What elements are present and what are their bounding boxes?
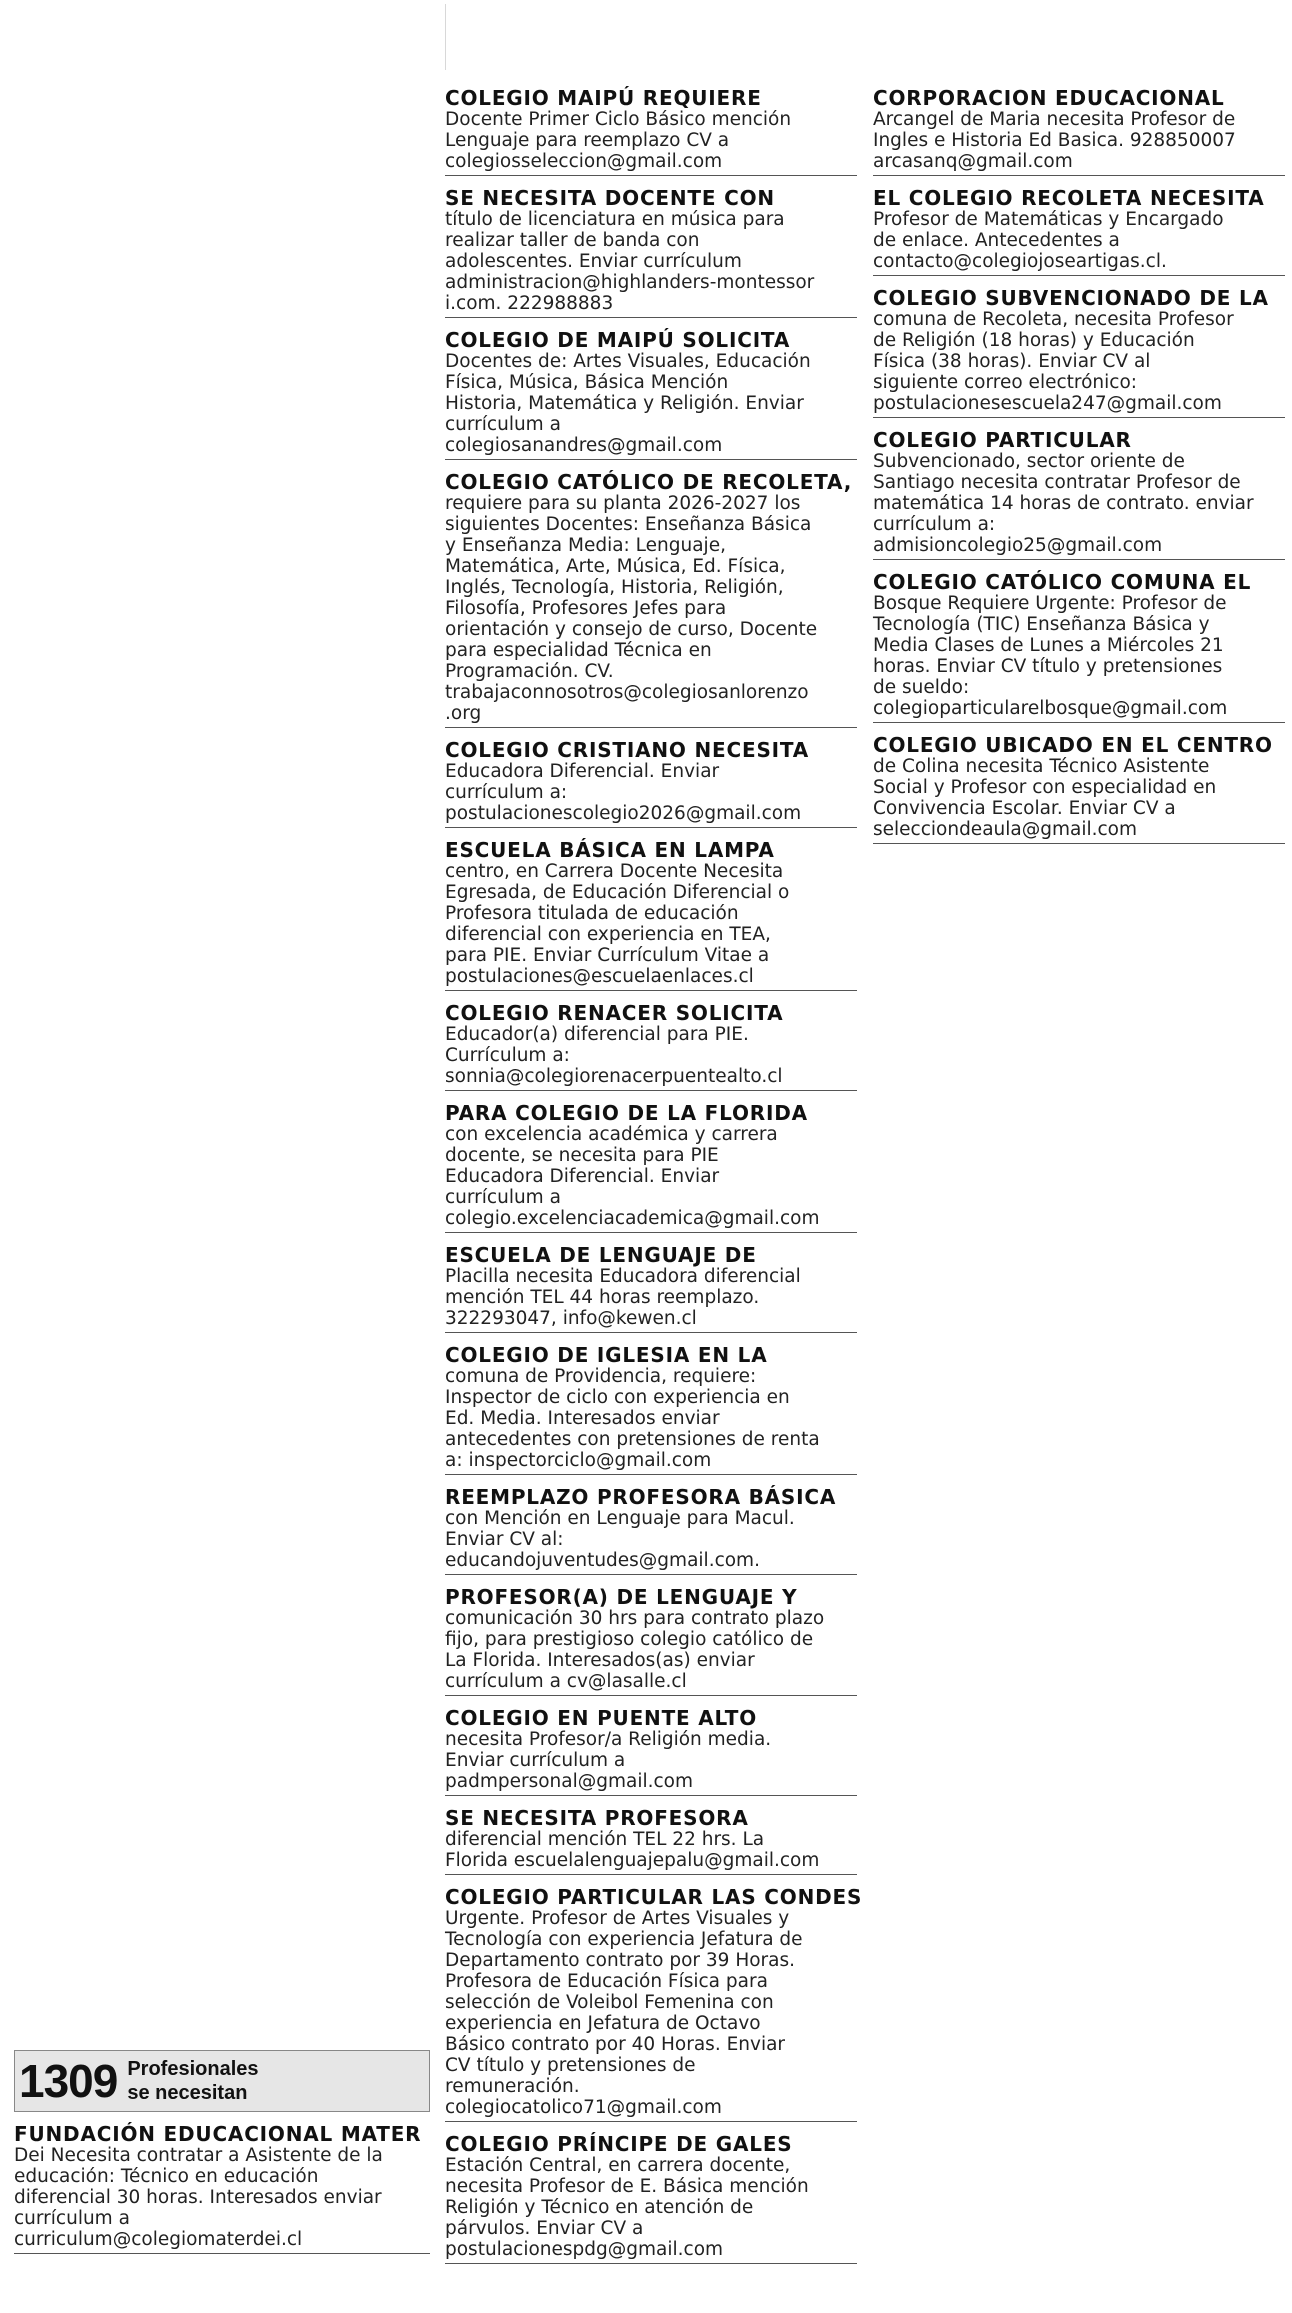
ad-title: ESCUELA BÁSICA EN LAMPA [445, 838, 775, 862]
classified-ad [873, 735, 1285, 844]
classified-ad [873, 288, 1285, 418]
ad-title: SE NECESITA PROFESORA [445, 1806, 749, 1830]
classified-ad [445, 188, 857, 318]
ad-body: Subvencionado, sector oriente de Santiago necesita contratar Profesor de matemática 14 horas de contrato. enviar currículum a: admisioncolegio25@gmail.com [873, 451, 1254, 556]
ad-body: Educadora Diferencial. Enviar currículum a: postulacionescolegio2026@gmail.com [445, 761, 802, 824]
classified-ad [873, 188, 1285, 276]
ad-body: Arcangel de Maria necesita Profesor de Ingles e Historia Ed Basica. 928850007 arcasanq@gmail.com [873, 109, 1236, 172]
ad-title: EL COLEGIO RECOLETA NECESITA [873, 186, 1265, 210]
ad-body: comunicación 30 hrs para contrato plazo fijo, para prestigioso colegio católico de La Florida. Interesados(as) enviar currículum a cv@lasalle.cl [445, 1608, 825, 1692]
ad-title: COLEGIO EN PUENTE ALTO [445, 1706, 757, 1730]
section-header [14, 2050, 430, 2112]
classified-ad [445, 1808, 857, 1875]
ad-body: de Colina necesita Técnico Asistente Social y Profesor con especialidad en Convivencia Escolar. Enviar CV a selecciondeaula@gmail.com [873, 756, 1217, 840]
classified-ad [445, 1708, 857, 1796]
ad-title: COLEGIO SUBVENCIONADO DE LA [873, 286, 1269, 310]
column-right [873, 88, 1285, 856]
ad-title: REEMPLAZO PROFESORA BÁSICA [445, 1485, 837, 1509]
ad-title: COLEGIO PRÍNCIPE DE GALES [445, 2132, 793, 2156]
classified-ad [445, 1245, 857, 1333]
ad-body: con excelencia académica y carrera docente, se necesita para PIE Educadora Diferencial. Enviar currículum a colegio.excelenciacademica@gmail.com [445, 1124, 820, 1229]
ad-title: COLEGIO CRISTIANO NECESITA [445, 738, 810, 762]
column-middle [445, 86, 863, 2276]
ad-title: CORPORACION EDUCACIONAL [873, 86, 1225, 110]
ad-title: FUNDACIÓN EDUCACIONAL MATER [14, 2122, 422, 2146]
ad-body: necesita Profesor/a Religión media. Enviar currículum a padmpersonal@gmail.com [445, 1729, 772, 1792]
ad-title: COLEGIO RENACER SOLICITA [445, 1001, 784, 1025]
classified-ad [445, 1345, 857, 1475]
ad-body: requiere para su planta 2026-2027 los siguientes Docentes: Enseñanza Básica y Enseñanza Media: Lenguaje, Matemática, Arte, Música, Ed. Física, Inglés, Tecnología, Historia, Religión, Filosofía, Profesores Jefes para orientación y consejo de curso, Docente para especialidad Técnica en Programación. CV. trabajaconnosotros@colegiosanlorenzo .org [445, 493, 818, 724]
ad-body: Docentes de: Artes Visuales, Educación Física, Música, Básica Mención Historia, Matemática y Religión. Enviar currículum a colegiosanandres@gmail.com [445, 351, 811, 456]
classified-ad [445, 88, 857, 176]
ad-title: ESCUELA DE LENGUAJE DE [445, 1243, 757, 1267]
ad-body: Urgente. Profesor de Artes Visuales y Tecnología con experiencia Jefatura de Departamento contrato por 39 Horas. Profesora de Educación Física para selección de Voleibol Femenina con experiencia en Jefatura de Octavo Básico contrato por 40 Horas. Enviar CV título y pretensiones de remuneración. colegiocatolico71@gmail.com [445, 1908, 803, 2118]
classified-ad [445, 330, 857, 460]
classified-ad [445, 740, 857, 828]
ad-body: diferencial mención TEL 22 hrs. La Florida escuelalenguajepalu@gmail.com [445, 1829, 820, 1871]
ad-body: Dei Necesita contratar a Asistente de la educación: Técnico en educación diferencial 30 horas. Interesados enviar currículum a curriculum@colegiomaterdei.cl [14, 2145, 383, 2250]
ad-title: COLEGIO DE MAIPÚ SOLICITA [445, 328, 791, 352]
ad-body: centro, en Carrera Docente Necesita Egresada, de Educación Diferencial o Profesora titulada de educación diferencial con experiencia en TEA, para PIE. Enviar Currículum Vitae a postulaciones@escuelaenlaces.cl [445, 861, 790, 987]
ad-title: COLEGIO DE IGLESIA EN LA [445, 1343, 768, 1367]
ad-body: Docente Primer Ciclo Básico mención Lenguaje para reemplazo CV a colegiosseleccion@gmail.com [445, 109, 792, 172]
ad-title: PARA COLEGIO DE LA FLORIDA [445, 1101, 808, 1125]
classified-ad [445, 1003, 857, 1091]
ad-title: COLEGIO CATÓLICO DE RECOLETA, [445, 470, 853, 494]
ad-body: Educador(a) diferencial para PIE. Currículum a: sonnia@colegiorenacerpuentealto.cl [445, 1024, 783, 1087]
ad-body: Bosque Requiere Urgente: Profesor de Tecnología (TIC) Enseñanza Básica y Media Clases de Lunes a Miércoles 21 horas. Enviar CV título y pretensiones de sueldo: colegioparticularelbosque@gmail.com [873, 593, 1228, 719]
ad-title: COLEGIO CATÓLICO COMUNA EL [873, 570, 1252, 594]
ad-title: COLEGIO PARTICULAR [873, 428, 1132, 452]
classified-ad [445, 1587, 857, 1696]
classified-ad [873, 88, 1285, 176]
classified-ad [445, 1103, 857, 1233]
ad-body: comuna de Providencia, requiere: Inspector de ciclo con experiencia en Ed. Media. Interesados enviar antecedentes con pretensiones de renta a: inspectorciclo@gmail.com [445, 1366, 820, 1471]
ad-title: PROFESOR(A) DE LENGUAJE Y [445, 1585, 798, 1609]
classified-ad [14, 2124, 430, 2254]
ad-body: Estación Central, en carrera docente, necesita Profesor de E. Básica mención Religión y Técnico en atención de párvulos. Enviar CV a postulacionespdg@gmail.com [445, 2155, 809, 2260]
registration-line [445, 4, 446, 70]
ad-title: COLEGIO UBICADO EN EL CENTRO [873, 733, 1273, 757]
ad-body: título de licenciatura en música para realizar taller de banda con adolescentes. Enviar currículum administracion@highlanders-montessor i.com. 222988883 [445, 209, 815, 314]
classified-ad [445, 472, 857, 728]
ad-title: COLEGIO MAIPÚ REQUIERE [445, 86, 762, 110]
ad-body: con Mención en Lenguaje para Macul. Enviar CV al: educandojuventudes@gmail.com. [445, 1508, 795, 1571]
classified-ad [445, 2134, 857, 2264]
classified-ad [873, 572, 1285, 723]
classified-ad [445, 1885, 863, 2122]
classified-ad [445, 840, 857, 991]
ad-body: Profesor de Matemáticas y Encargado de enlace. Antecedentes a contacto@colegiojoseartigas.cl. [873, 209, 1224, 272]
ad-title: SE NECESITA DOCENTE CON [445, 186, 775, 210]
ad-body: comuna de Recoleta, necesita Profesor de Religión (18 horas) y Educación Física (38 horas). Enviar CV al siguiente correo electrónico: postulacionesescuela247@gmail.com [873, 309, 1234, 414]
section-title: Profesionales se necesitan [127, 2058, 259, 2104]
section-number: 1309 [19, 2055, 118, 2107]
classified-ad [873, 430, 1285, 560]
ad-body: Placilla necesita Educadora diferencial mención TEL 44 horas reemplazo. 322293047, info@kewen.cl [445, 1266, 801, 1329]
column-left [14, 2050, 430, 2266]
classified-ad [445, 1487, 857, 1575]
ad-title: COLEGIO PARTICULAR LAS CONDES [445, 1885, 863, 1909]
